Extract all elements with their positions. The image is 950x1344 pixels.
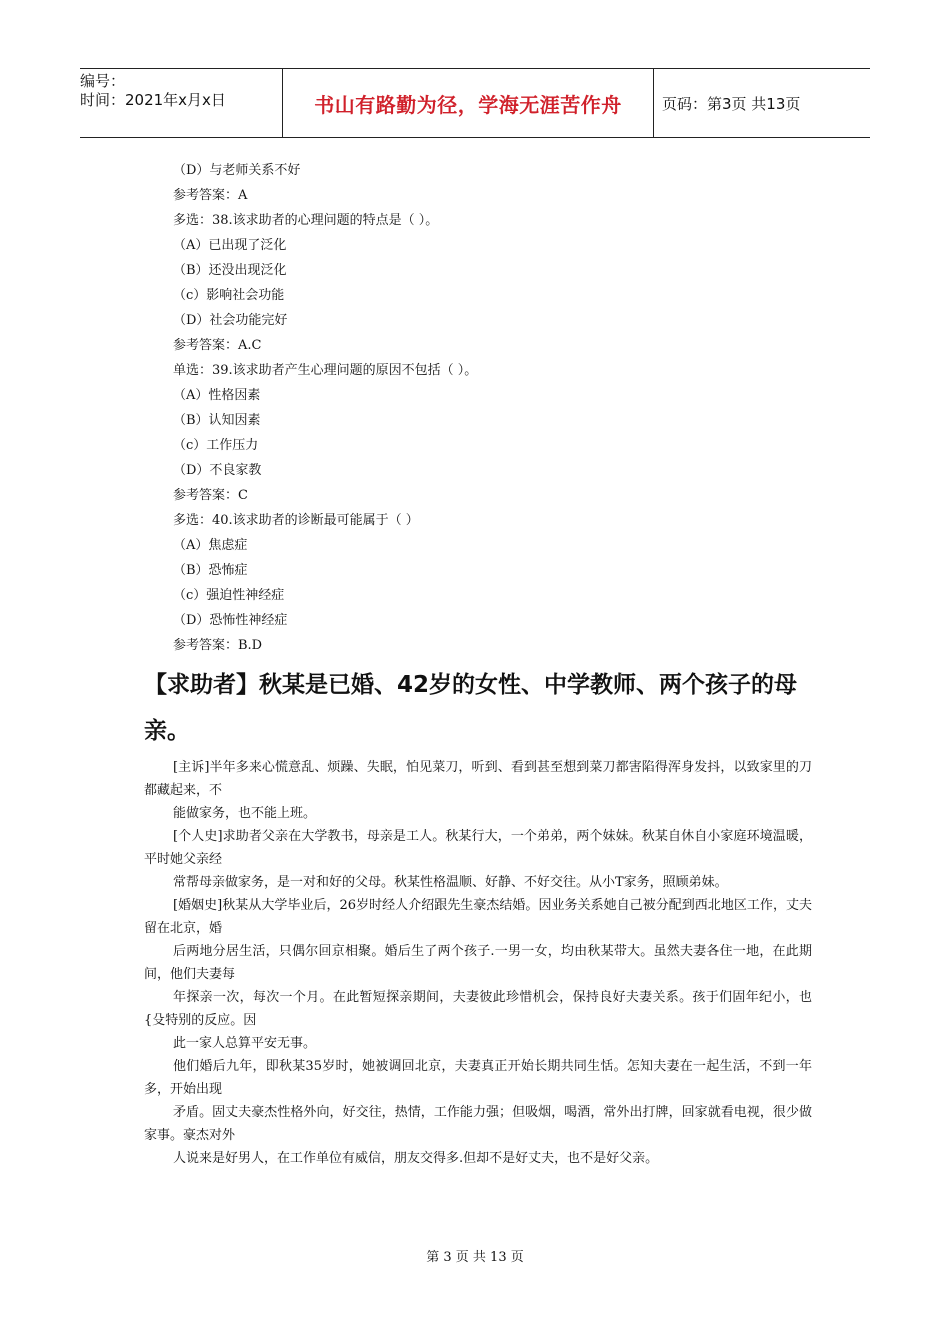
header-page-info: 页码：第3页 共13页 [662,94,801,113]
question-line: 多选：40.该求助者的诊断最可能属于（ ） [173,513,419,528]
page-footer: 第 3 页 共 13 页 [426,1250,524,1265]
case-heading: 【求助者】秋某是已婚、42岁的女性、中学教师、两个孩子的母亲。 [144,672,798,744]
body-paragraph: 矛盾。固丈夫豪杰性格外向，好交往，热情，工作能力强；但吸烟，喝酒，常外出打牌，回家就看电视，很少做家事。豪杰对外 [144,1105,812,1143]
body-paragraph: [婚姻史]秋某从大学毕业后，26岁时经人介绍跟先生豪杰结婚。因业务关系她自己被分配到西北地区工作，丈夫留在北京，婚 [144,898,812,936]
option-line: （B）还没出现泛化 [173,263,287,278]
option-line: （A）性格因素 [173,388,261,403]
document-number: 编号： [80,72,126,90]
body-paragraph: 此一家人总算平安无事。 [173,1036,317,1051]
body-paragraph: [个人史]求助者父亲在大学教书，母亲是工人。秋某行大，一个弟弟，两个妹妹。秋某自休自小家庭环境温暖，平时她父亲经 [144,829,812,867]
option-line: （D）与老师关系不好 [173,163,301,178]
header-motto: 书山有路勤为径，学海无涯苦作舟 [314,92,622,117]
body-paragraph: 后两地分居生活，只偶尔回京相聚。婚后生了两个孩子.一男一女，均由秋某带大。虽然夫妻各住一地，在此期间，他们夫妻每 [144,944,812,982]
body-paragraph: 常帮母亲做家务，是一对和好的父母。秋某性格温顺、好静、不好交往。从小T家务，照顾弟妹。 [173,875,728,890]
page-header [80,68,870,138]
option-line: （c）工作压力 [173,438,259,453]
answer-line: 参考答案：A [173,188,248,203]
body-paragraph: [主诉]半年多来心慌意乱、烦躁、失眠，怕见菜刀，听到、看到甚至想到菜刀都害陷得浑身发抖，以致家里的刀都藏起来，不 [144,760,812,798]
answer-line: 参考答案：B.D [173,638,263,653]
option-line: （A）已出现了泛化 [173,238,287,253]
option-line: （B）认知因素 [173,413,261,428]
header-motto-cell [282,69,654,137]
option-line: （c）强迫性神经症 [173,588,285,603]
question-line: 单选：39.该求助者产生心理问题的原因不包括（ ）。 [173,363,478,378]
body-paragraph: 年探亲一次，每次一个月。在此暂短探亲期间，夫妻彼此珍惜机会，保持良好夫妻关系。孩于们固年纪小，也{殳特别的反应。因 [144,990,812,1028]
body-paragraph: 能做家务，也不能上班。 [173,806,317,821]
answer-line: 参考答案：A.C [173,338,262,353]
document-date: 时间：2021年x月x日 [80,91,226,109]
question-line: 多选：38.该求助者的心理问题的特点是（ ）。 [173,213,439,228]
option-line: （B）恐怖症 [173,563,248,578]
option-line: （D）恐怖性神经症 [173,613,288,628]
header-left [80,69,282,137]
option-line: （D）不良家教 [173,463,262,478]
option-line: （D）社会功能完好 [173,313,288,328]
document-body [144,158,812,1170]
answer-line: 参考答案：C [173,488,248,503]
option-line: （c）影响社会功能 [173,288,285,303]
option-line: （A）焦虑症 [173,538,248,553]
body-paragraph: 人说来是好男人，在工作单位有威信，朋友交得多.但却不是好丈夫，也不是好父亲。 [173,1151,659,1166]
body-paragraph: 他们婚后九年，即秋某35岁时，她被调回北京，夫妻真正开始长期共同生恬。怎知夫妻在一起生活，不到一年多，开始出现 [144,1059,812,1097]
